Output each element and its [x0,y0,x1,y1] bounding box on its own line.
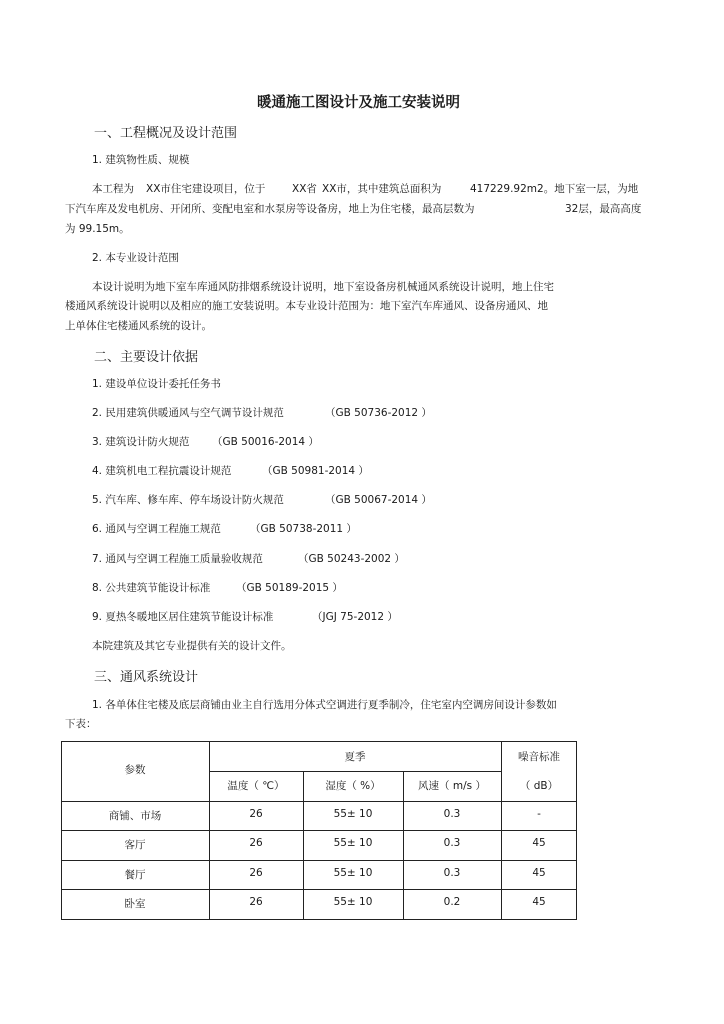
page-title: 暖通施工图设计及施工安装说明 [257,95,460,111]
para-2-line-2: 楼通风系统设计说明以及相应的施工安装说明。本专业设计范围为：地下室汽车库通风、设备房通风、地 [65,300,548,312]
section-heading-3: 三、通风系统设计 [94,670,199,685]
section-heading-2: 二、主要设计依据 [94,350,199,365]
basis-item: 7. 通风与空调工程施工质量验收规范 [92,553,263,565]
row-wind-speed: 0.3 [443,837,461,849]
basis-code: （GB 50016-2014 ） [212,436,319,448]
header-summer: 夏季 [344,751,366,763]
basis-code: （GB 50981-2014 ） [262,465,369,477]
para-3-line-1: 1. 各单体住宅楼及底层商铺由业主自行选用分体式空调进行夏季制冷，住宅室内空调房间设计参数如 [92,699,557,711]
section-heading-1: 一、工程概况及设计范围 [94,126,238,141]
para-1-line-1e: 417229.92m2。地下室一层，为地 [470,183,639,195]
row-name: 卧室 [124,898,146,910]
row-noise: 45 [532,896,546,908]
basis-code: （GB 50243-2002 ） [298,553,405,565]
header-noise-unit: （ dB） [519,780,559,792]
basis-code: （GB 50736-2012 ） [325,407,432,419]
basis-closing: 本院建筑及其它专业提供有关的设计文件。 [92,640,292,652]
para-1-line-2b: 32层，最高高度 [565,203,642,215]
para-3-line-2: 下表： [65,718,97,730]
basis-code: （GB 50067-2014 ） [325,494,432,506]
row-humidity: 55± 10 [333,808,373,820]
row-wind-speed: 0.3 [443,867,461,879]
row-temperature: 26 [249,808,263,820]
row-humidity: 55± 10 [333,896,373,908]
row-noise: 45 [532,867,546,879]
basis-code: （GB 50189-2015 ） [236,582,343,594]
basis-item: 1. 建设单位设计委托任务书 [92,378,221,390]
para-2-line-3: 上单体住宅楼通风系统的设计。 [65,320,212,332]
para-1-line-1c: XX省 [292,183,317,195]
basis-code: （GB 50738-2011 ） [250,523,357,535]
header-noise: 噪音标准 [518,751,560,763]
row-humidity: 55± 10 [333,837,373,849]
para-1-line-1b: XX市住宅建设项目，位于 [146,183,266,195]
para-1-line-1a: 本工程为 [92,183,134,195]
row-temperature: 26 [249,867,263,879]
row-name: 客厅 [124,839,146,851]
row-name: 商铺、市场 [108,810,162,822]
basis-item: 4. 建筑机电工程抗震设计规范 [92,465,232,477]
row-wind-speed: 0.3 [443,808,461,820]
subheading-scope: 2. 本专业设计范围 [92,252,179,264]
header-humidity: 湿度（ %） [325,780,381,792]
row-humidity: 55± 10 [333,867,373,879]
basis-item: 9. 夏热冬暖地区居住建筑节能设计标准 [92,611,274,623]
row-noise: 45 [532,837,546,849]
subheading-building: 1. 建筑物性质、规模 [92,154,190,166]
row-wind-speed: 0.2 [443,896,461,908]
row-noise: - [537,808,541,820]
basis-item: 2. 民用建筑供暖通风与空气调节设计规范 [92,407,284,419]
basis-item: 3. 建筑设计防火规范 [92,436,190,448]
para-1-line-3: 为 99.15m。 [65,223,130,235]
row-name: 餐厅 [124,869,146,881]
basis-item: 6. 通风与空调工程施工规范 [92,523,221,535]
header-wind-speed: 风速（ m/s ） [418,780,486,792]
basis-item: 5. 汽车库、修车库、停车场设计防火规范 [92,494,284,506]
basis-item: 8. 公共建筑节能设计标准 [92,582,211,594]
basis-code: （JGJ 75-2012 ） [312,611,398,623]
para-1-line-2a: 下汽车库及发电机房、开闭所、变配电室和水泵房等设备房，地上为住宅楼，最高层数为 [65,203,475,215]
row-temperature: 26 [249,837,263,849]
header-temperature: 温度（ ℃） [227,780,285,792]
row-temperature: 26 [249,896,263,908]
para-2-line-1: 本设计说明为地下室车库通风防排烟系统设计说明，地下室设备房机械通风系统设计说明，地上住宅 [92,281,554,293]
design-parameters-table [61,741,577,920]
para-1-line-1d: XX市，其中建筑总面积为 [322,183,442,195]
header-parameter: 参数 [124,764,146,776]
